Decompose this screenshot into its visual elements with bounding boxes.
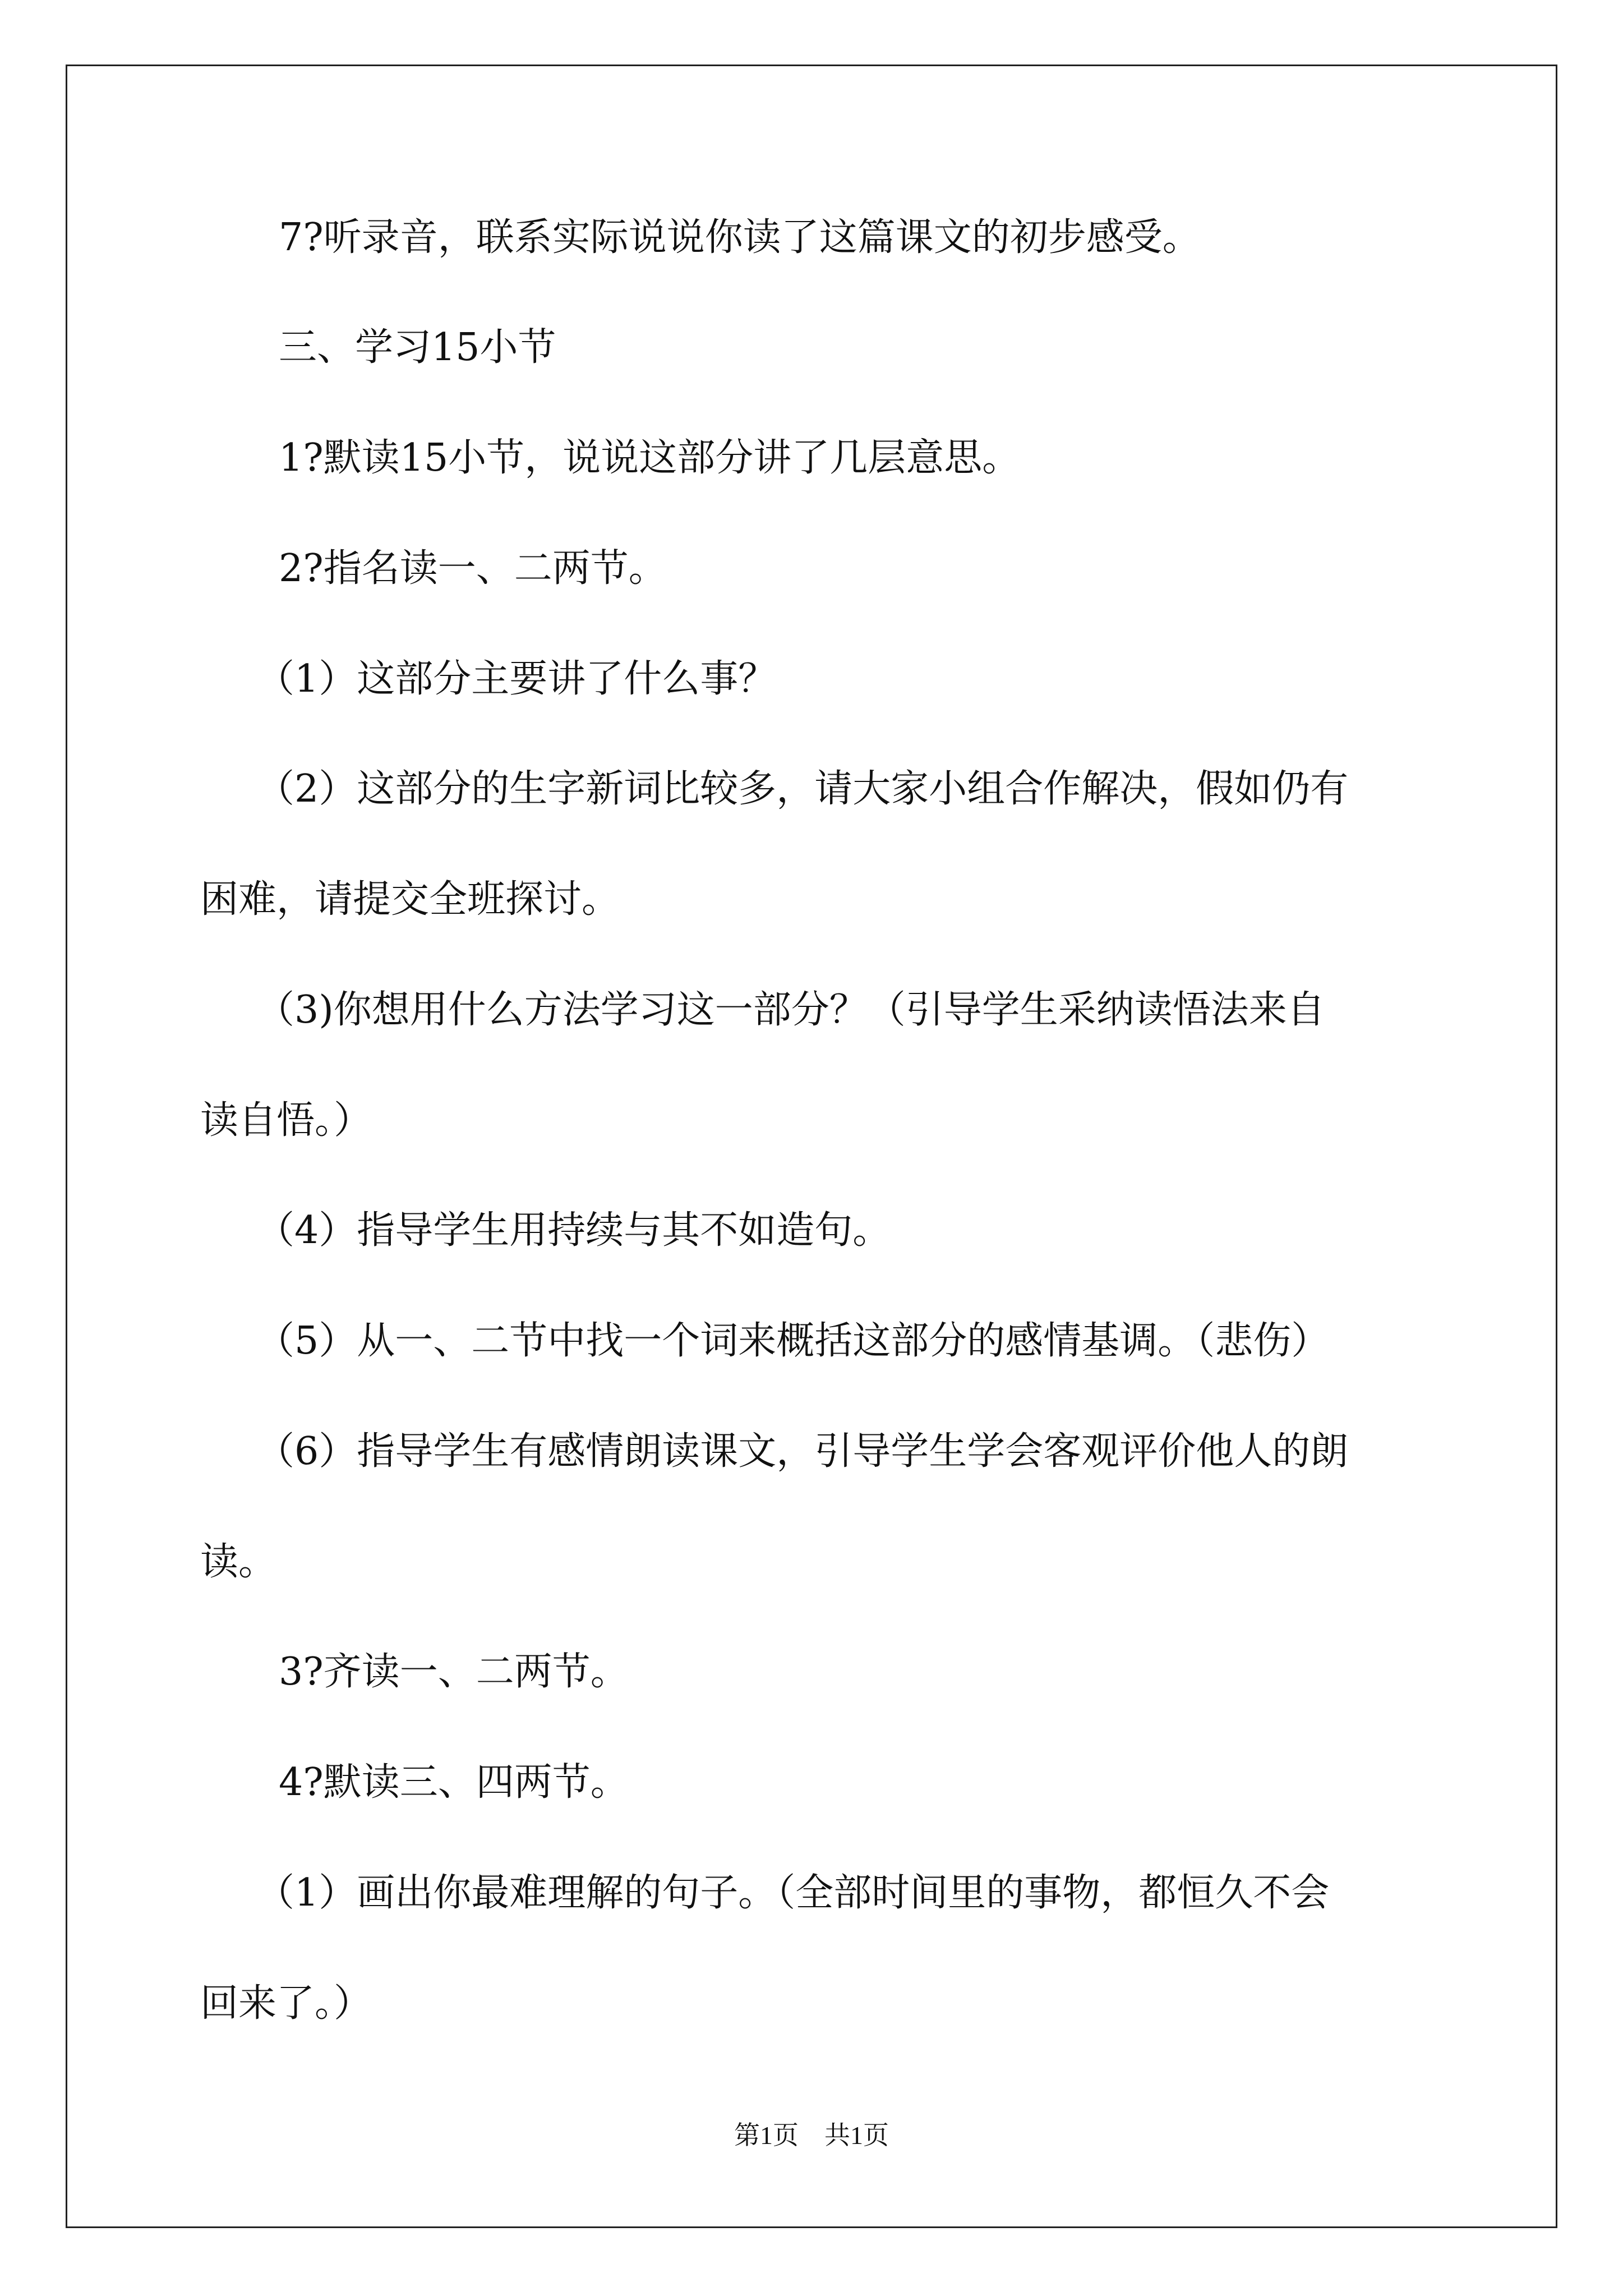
paragraph-3: 2?指名读一、二两节。 xyxy=(279,546,667,591)
paragraph-6-line-2: 读自悟。） xyxy=(200,1098,372,1143)
paragraph-8: （5）从一、二节中找一个词来概括这部分的感情基调。（悲伤） xyxy=(256,1319,1330,1363)
section-heading: 三、学习15小节 xyxy=(279,325,556,370)
paragraph-12-line-1: （1）画出你最难理解的句子。（全部时间里的事物，都恒久不会 xyxy=(256,1871,1330,1915)
paragraph-5-line-1: （2）这部分的生字新词比较多，请大家小组合作解决，假如仍有 xyxy=(256,767,1349,811)
page-footer: 第1页 共1页 xyxy=(734,2121,889,2150)
paragraph-7: （4）指导学生用持续与其不如造句。 xyxy=(256,1208,891,1253)
paragraph-1: 7?听录音，联系实际说说你读了这篇课文的初步感受。 xyxy=(279,215,1201,260)
paragraph-4: （1）这部分主要讲了什么事？ xyxy=(256,657,777,701)
paragraph-12-line-2: 回来了。） xyxy=(200,1981,372,2026)
paragraph-6-line-1: （3)你想用什么方法学习这一部分？（引导学生采纳读悟法来自 xyxy=(256,988,1325,1032)
paragraph-2: 1?默读15小节，说说这部分讲了几层意思。 xyxy=(279,436,1021,480)
paragraph-5-line-2: 困难，请提交全班探讨。 xyxy=(200,877,620,922)
paragraph-11: 4?默读三、四两节。 xyxy=(279,1760,629,1805)
paragraph-9-line-1: （6）指导学生有感情朗读课文，引导学生学会客观评价他人的朗 xyxy=(256,1429,1349,1474)
paragraph-9-line-2: 读。 xyxy=(200,1540,277,1584)
paragraph-10: 3?齐读一、二两节。 xyxy=(279,1650,629,1694)
